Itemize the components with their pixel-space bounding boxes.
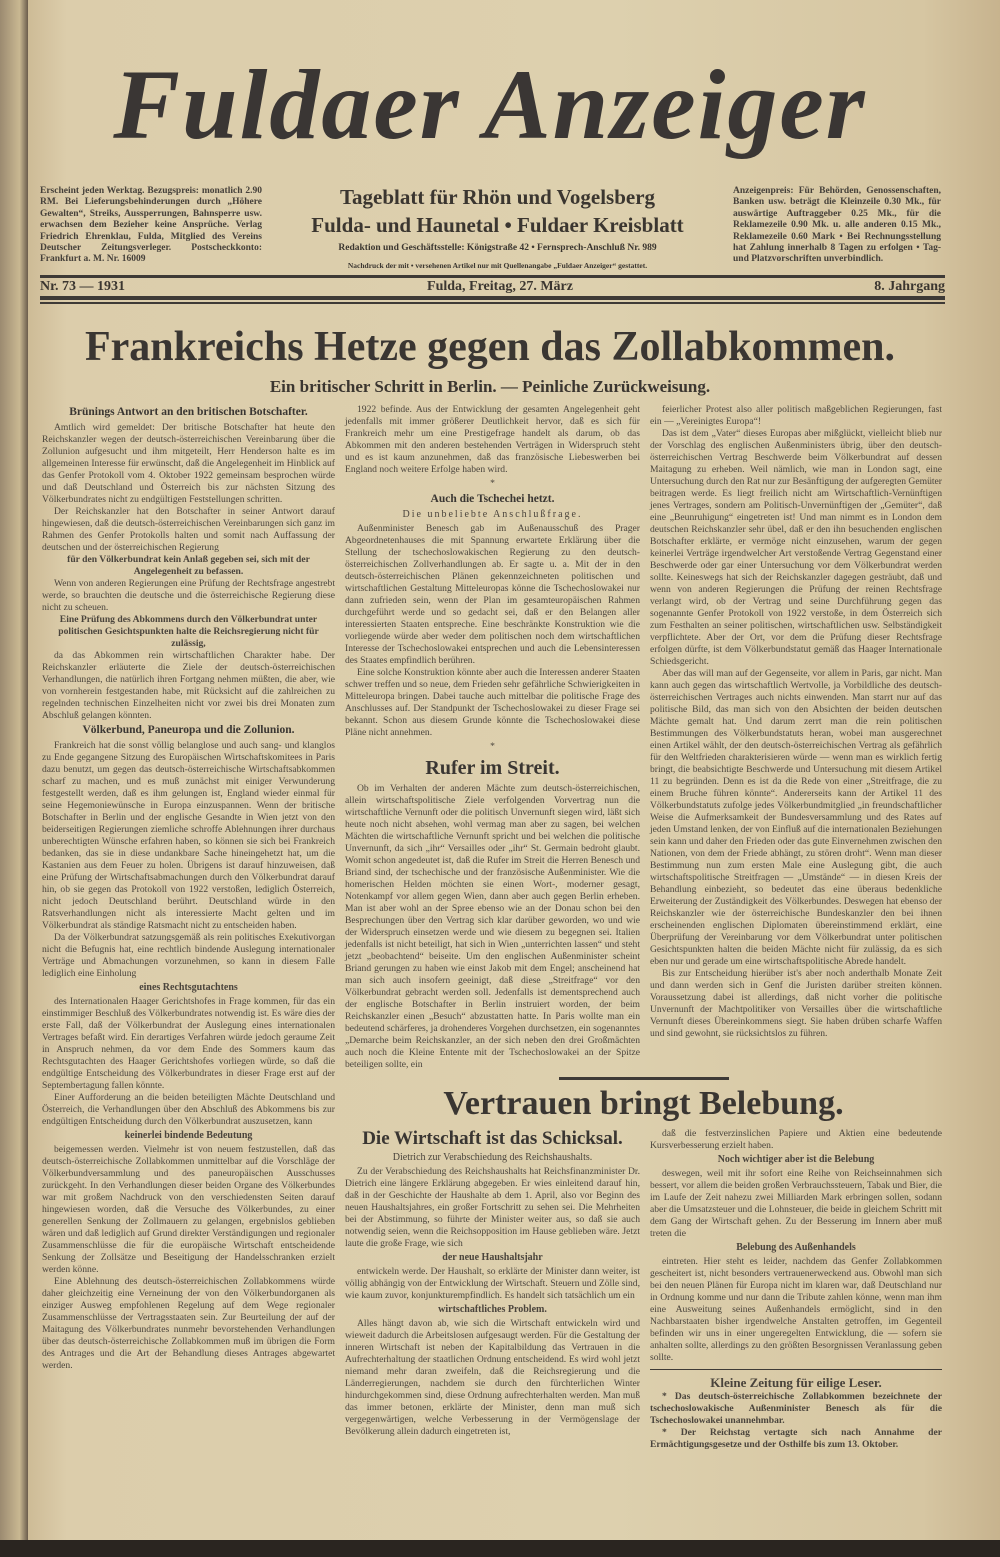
news-item: * Der Reichstag vertagte sich nach Annahme der Ermächtigungsgesetze und der Osthilfe bis zum 13. Oktober.: [650, 1427, 942, 1450]
separator-star: *: [490, 478, 495, 489]
column-3: [650, 404, 942, 1040]
subheading: Die unbeliebte Anschlußfrage.: [402, 509, 583, 520]
paragraph: des Internationalen Haager Gerichtshofes in Frage kommen, für das ein einstimmiger Beschluß des Völkerbundrates notwendig ist. Es wäre dies der erste Fall, daß der Völkerbundrat der Auslegung eines internationalen Vertrages befaßt wird. Ein derartiges Verfahren würde jedoch geraume Zeit in Anspruch nehmen, da vor dem Ende des Sommers kaum das Rechtsgutachten des Haager Gerichtshofes vorliegen würde, so daß die endgültige Entscheidung des Völkerbundrates in dieser Frage erst auf der Septembertagung fallen könnte.: [42, 996, 335, 1091]
paragraph: feierlicher Protest also aller politisch maßgeblichen Regierungen, fast ein — „Vereinigtes Europa“!: [650, 404, 942, 427]
paragraph: Wenn von anderen Regierungen eine Prüfung der Rechtsfrage angestrebt werde, so brauchten die deutsche und die österreichische Regierung diese nicht zu scheuen.: [42, 578, 335, 613]
subheading: Belebung des Außenhandels: [736, 1242, 856, 1253]
article-heading: Die Wirtschaft ist das Schicksal.: [362, 1128, 623, 1149]
subheading: Dietrich zur Verabschiedung des Reichshaushalts.: [392, 1152, 593, 1163]
masthead-title: Fuldaer Anzeiger: [113, 49, 867, 160]
paragraph: Der Reichskanzler hat den Botschafter in seiner Antwort darauf hingewiesen, daß die deutsch-österreichischen Vereinbarungen sich ganz im Rahmen des Genfer Protokolls halten und somit nach Auffassung der deutschen und der österreichischen Regierung: [42, 506, 335, 553]
kleine-zeitung-box: [650, 1375, 942, 1451]
paragraph: deswegen, weil mit ihr sofort eine Reihe von Reichseinnahmen sich bessert, vor allem die beiden großen Verbrauchssteuern, Tabak und Bier, die im Laufe der Zeit nahezu zwei Milliarden Mark erbringen sollen, sodann aber die Umsatzsteuer und die Lohnsteuer, die beide in gleichem Schritt mit dem Gang der Wirtschaft gehen. Zu der Besserung im Innern aber muß treten die: [650, 1168, 942, 1239]
previous-page-edge: [0, 0, 28, 1557]
column-1: [42, 404, 335, 1372]
paragraph: Außenminister Benesch gab im Außenausschuß des Prager Abgeordnetenhauses die mit Spannung erwartete Erklärung über die Stellung der tschechoslowakischen Regierung zu den deutsch-österreichischen Zollverhandlungen ab. Er sagte u. a. Mit der in den deutsch-österreichischen Plänen gekennzeichneten politischen und wirtschaftlichen Gestaltung Mitteleuropas könne die Tschechoslowakei nur dann zufrieden sein, wenn der Plan im gesamteuropäischen Rahmen durchgeführt werde und so gedacht sei, daß er den Belangen aller interessierten Staaten entspreche. Eine beschränkte Konstruktion wie die vorliegende würde aber weder dem politischen noch dem wirtschaftlichen Interesse der Tschechoslowakei entsprechen und auch die Lebensinteressen des Staates empfindlich berühren.: [345, 523, 640, 666]
subscription-info: Erscheint jeden Werktag. Bezugspreis: monatlich 2.90 RM. Bei Lieferungsbehinderungen durch „Höhere Gewalten“, Streiks, Aussperrungen, Bahnsperre usw. erwachsen dem Bezieher keine Ansprüche. Verlag Friedrich Ehrenklau, Fulda, Mitglied des Vereins Deutscher Zeitungsverleger. Postscheckkonto: Frankfurt a. M. Nr. 16009: [40, 186, 262, 265]
column-5-stack: [650, 1128, 942, 1451]
paragraph: Alles hängt davon ab, wie sich die Wirtschaft entwickeln wird und wieweit dadurch die Arbeitslosen aufgesaugt werden. Für die Gestaltung der inneren Wirtschaft ist neben der Kapitalbildung das Vertrauen in die Aufrechterhaltung der staatlichen Ordnung entscheidend. Es wird wohl jetzt niemand mehr daran zweifeln, daß die Reichsregierung und die Länderregierungen, nachdem sie durch den fürchterlichen Winter hindurchgekommen sind, diese Ordnung aufrechterhalten werden. Man muß das immer betonen, erklärte der Minister, denn man muß sich vergegenwärtigen, welche Verbesserung in der Vermögenslage der Bevölkerung allein dadurch eingetreten ist,: [345, 1318, 640, 1437]
paragraph: Eine Ablehnung des deutsch-österreichischen Zollabkommens würde daher gleichzeitig eine Verneinung der von den Völkerbundorganen als einziger Ausweg empfohlenen Regelung auf dem Wege regionaler Zusammenschlüsse der Vertragsstaaten sein. Zur Beurteilung der auf der Maitagung des Völkerbundrates nunmehr bevorstehenden Verhandlungen über das deutsch-österreichische Zollabkommen muß im übrigen die Form des Antrages und die Art der Behandlung dieses Antrages abgewartet werden.: [42, 1276, 335, 1371]
second-columns: [345, 1128, 942, 1451]
paragraph: entwickeln werde. Der Haushalt, so erklärte der Minister dann weiter, ist völlig abhängig von der Entwicklung der Wirtschaft. Steuern und Zölle sind, wie kaum zuvor, konjunkturempfindlich. Es handelt sich tatsächlich um ein: [345, 1266, 640, 1301]
reprint-note: Nachdruck der mit • versehenen Artikel nur mit Quellenangabe „Fuldaer Anzeiger“ gestattet.: [347, 261, 648, 270]
paragraph: daß die festverzinslichen Papiere und Aktien eine bedeutende Kursverbesserung erzielt haben.: [650, 1128, 942, 1151]
section-headline: Vertrauen bringt Belebung.: [443, 1085, 844, 1122]
divider: [40, 275, 945, 278]
bold-paragraph: für den Völkerbundrat kein Anlaß gegeben sei, sich mit der Angelegenheit zu befassen.: [67, 554, 310, 577]
paragraph: da das Abkommen rein wirtschaftlichen Charakter habe. Der Reichskanzler erläuterte die Ziele der deutsch-österreichischen Verhandlungen, die natürlich ihren Fortgang nehmen müßten, die aber, wie von vornherein festgestanden habe, mit Rücksicht auf die zahlreichen zu regelnden technischen Einzelheiten nicht vor zwei bis drei Monaten zum Abschluß gelangen könnten.: [42, 650, 335, 721]
paragraph: Ob im Verhalten der anderen Mächte zum deutsch-österreichischen, allein wirtschaftspolitische Ziele verfolgenden Vorvertrag nun die wirtschaftliche Vernunft oder die politisch Unvernunft siegen wird, läßt sich heute noch nicht absehen, wohl vermag man aber zu sagen, bei welchen Mächten die wirtschaftliche Vernunft spricht und bei welchen die politische Unvernunft, da sich „ihr“ Versailles oder „ihr“ St. Germain bedroht glaubt. Womit schon angedeutet ist, daß die Rufer im Streit die Herren Benesch und Briand sind, der tschechische und der französische Außenminister. Wie die homerischen Helden möchten sie einen Wort-, moderner gesagt, Notenkampf vor allem gegen Wien, dann aber auch gegen Berlin erheben. Man ist aber wohl an der Spree ebenso wie an der Donau schon bei den Besprechungen über den Vertrag sich klar darüber geworden, wo und wie der Widerspruch einsetzen werde und wie diesem zu begegnen sei. Italien jedenfalls ist nicht beteiligt, hat sich in Wien „unterrichten lassen“ und steht jetzt „beobachtend“ beiseite. Um den englischen Außenminister scheint Briand gerungen zu haben wie einst Jakob mit dem Engel; anscheinend hat man sich auch insofern geeinigt, daß diese „Streitfrage“ vor den Völkerbundrat gebracht werden soll. Jedenfalls ist dementsprechend auch der englische Botschafter in Berlin instruiert worden, der beim Reichskanzler einen „Besuch“ abzustatten hatte. In Paris wollte man ein bedeutend schärferes, ja drohenderes Vorgehen durchsetzen, ein sogenanntes „Demarche beim Reichskanzler, an der sich neben den drei Großmächten auch noch die Kleine Entente mit der Tschechoslowakei an der Spitze beteiligen sollte, ein: [345, 783, 640, 1070]
paragraph: Frankreich hat die sonst völlig belanglose und auch sang- und klanglos zu Ende gegangene Sitzung des Europäischen Wirtschaftskomitees in Paris dazu benutzt, um gegen das deutsch-österreichische Wirtschaftsabkommen scharf zu machen, und es muß zunächst mit einiger Verwunderung festgestellt werden, daß es ihm gelungen ist, England wieder einmal für seine Hegemoniewünsche in Europa einzuspannen. Wenn der britische Botschafter in Berlin und der englische Gesandte in Wien jetzt von den beiderseitigen Regierungen ziemliche schroffe Ablehnungen ihrer durchaus unberechtigten Wünsche erfahren haben, so können sie sich bei Frankreich bedanken, das sie in diese undankbare Sache hineingehetzt hat, um die Kastanien aus dem Feuer zu holen. Übrigens ist darauf hinzuweisen, daß eine Prüfung der Wirtschaftsabmachungen durch den Völkerbundrat darauf hin, ob sie gegen das Protokoll von 1922 verstoßen, lediglich Österreich, nicht jedoch Deutschland berührt. Deutschland würde in den Ratsverhandlungen nicht als interessierte Macht gelten und im Völkerbundrat als ständige Ratsmacht nicht zu entscheiden haben.: [42, 740, 335, 931]
right-area: [345, 404, 942, 1451]
divider: [650, 1369, 942, 1370]
paragraph: Eine solche Konstruktion könnte aber auch die Interessen anderer Staaten schwer treffen und so neue, dem Frieden sehr gefährliche Schwierigkeiten in Mitteleuropa bringen. Dabei tauche auch mittelbar die politische Frage des Anschlusses auf. Der Standpunkt der Tschechoslowakei zu dieser Frage sei bekannt. Schon aus diesem Grunde könnte die Tschechoslowakei diese Pläne nicht annehmen.: [345, 667, 640, 738]
subheading: Noch wichtiger aber ist die Belebung: [717, 1154, 875, 1165]
article-heading: Völkerbund, Paneuropa und die Zollunion.: [82, 724, 295, 736]
article-area: [42, 404, 942, 1451]
subheading: wirtschaftliches Problem.: [438, 1304, 547, 1315]
article-heading: Rufer im Streit.: [425, 757, 560, 779]
divider: [40, 302, 945, 304]
scan-bottom-edge: [0, 1540, 1000, 1557]
subheading: eines Rechtsgutachtens: [139, 982, 238, 993]
divider: [40, 296, 945, 300]
column-4: [345, 1128, 640, 1438]
subheading: der neue Haushaltsjahr: [442, 1252, 543, 1263]
masthead-address: Redaktion und Geschäftsstelle: Königstraße 42 • Fernsprech-Anschluß Nr. 989: [338, 243, 657, 253]
paragraph: eintreten. Hier steht es leider, nachdem das Genfer Zollabkommen gescheitert ist, nicht besonders vertrauenerweckend aus. Obwohl man sich bei den neuen Plänen für Europa nicht im klaren war, daß Deutschland nur in Ordnung komme und nur dann die Tribute zahlen könne, wenn man ihm eine Ausweitung seines Außenhandels ermöglicht, sind in den Nachbarstaaten bisher irgendwelche Anstalten getroffen, im Gegenteil befinden wir uns in einer ungeregelten Entwicklung, die — sofern sie anhalten sollte, allerdings zu den größten Besorgnissen Veranlassung geben sollte.: [650, 1256, 942, 1363]
lead-headline: Frankreichs Hetze gegen das Zollabkommen.: [84, 324, 896, 370]
advertising-rates: Anzeigenpreis: Für Behörden, Genossenschaften, Banken usw. beträgt die Kleinzeile 0.30 Mk., für auswärtige Auftraggeber 0.25 Mk., für die Reklamezeile 0.90 Mk. u. alle anderen 0.15 Mk., Reklamezeile 0.60 Mark • Bei Rechnungsstellung hat Zahlung innerhalb 8 Tagen zu erfolgen • Tag- und Platzvorschriften unverbindlich.: [733, 186, 941, 265]
subheading: keinerlei bindende Bedeutung: [124, 1130, 253, 1141]
paragraph: Einer Aufforderung an die beiden beteiligten Mächte Deutschland und Österreich, die Verhandlungen über den Abschluß des Abkommens bis zur endgültigen Entscheidung durch den Völkerbundrat auszusetzen, kann: [42, 1092, 335, 1127]
paragraph: Aber das will man auf der Gegenseite, vor allem in Paris, gar nicht. Man kann auch gegen das wirtschaftlich Wertvolle, ja Vorbildliche des deutsch-österreichischen Vertrages auch nichts einwenden. Man starrt nur auf das politische Bild, das man sich von den Absichten der beiden deutschen Mächte gemalt hat. Und darum zerrt man die rein politischen Bestimmungen des Völkerbundstatuts heran, wobei man ausgerechnet einen Artikel wählt, der den deutsch-österreichischen Vertrag als gefährlich für den Weltfrieden charakterisieren würde — wenn man es wirklich fertig bringt, die beabsichtigte Beschwerde und Untersuchung mit diesem Artikel 11 zu begründen. Denn es ist da die Rede von einer „Streitfrage, die zu einem Bruche führen könnte“. Andererseits kann der Artikel 11 des Völkerbundstatuts zufolge jedes Völkerbundmitglied „in freundschaftlicher Weise die Aufmerksamkeit der Bundesversammlung und des Rates auf jeden Umstand lenken, der von Einfluß auf die internationalen Beziehungen sein kann und daher den Frieden oder das gute Einvernehmen zwischen den Nationen, von dem der Friede abhängt, zu stören droht“. Wenn man dieser Bestimmung nun zum ersten Male eine Auslegung gibt, die auch wirtschaftspolitische Streitfragen — „Umstände“ — in diesen Kreis der Behandlung einbezieht, so bedeutet das eine überaus bedenkliche Erweiterung der Zuständigkeit des Völkerbundes. Deswegen hat ebenso der Reichskanzler wie der österreichische Bundeskanzler den bei ihnen erscheinenden englischen Diplomaten übereinstimmend erklärt, eine Überprüfung der Vereinbarung vor dem Völkerbundrat unter politischen Gesichtspunkten halten die beiden Mächte nicht für zulässig, da es sich eben nur und gerade um eine wirtschaftspolitische Abrede handelt.: [650, 668, 942, 967]
kleine-zeitung-title: Kleine Zeitung für eilige Leser.: [710, 1375, 882, 1390]
bold-paragraph: Eine Prüfung des Abkommens durch den Völkerbundrat unter politischen Gesichtspunkten halte die Reichsregierung nicht für zulässig,: [58, 614, 319, 649]
issue-number: Nr. 73 — 1931: [40, 279, 126, 294]
separator-star: *: [490, 741, 495, 752]
paragraph: Amtlich wird gemeldet: Der britische Botschafter hat heute den Reichskanzler wegen der deutsch-österreichischen Vereinbarung über die Zollunion aufgesucht und ihm mitgeteilt, Herr Henderson halte es im allgemeinen Interesse für erwünscht, daß die Angelegenheit im Hinblick auf das Genfer Protokoll vom 4. Oktober 1922 gemeinsam besprochen würde und daß Deutschland und Österreich bis zur nächsten Sitzung des Völkerbundrates nicht zu endgültigen Feststellungen schritten.: [42, 422, 335, 505]
column-2: [345, 404, 640, 1071]
paragraph: beigemessen werden. Vielmehr ist von neuem festzustellen, daß das deutsch-österreichische Zollabkommen unmittelbar auf die Vorschläge der Völkerbundversammlung und des paneuropäischen Ausschusses zurückgeht. In den Verhandlungen dieser beiden Organe des Völkerbundes war mit großem Nachdruck von den verschiedensten Seiten darauf hingewiesen worden, daß die Versuche des Völkerbundes, zu einer generellen Senkung der Zollmauern zu gelangen, ergebnislos geblieben wären und daß lediglich auf Grund direkter Verständigungen und regionaler Zusammenschlüsse die für die europäische Wirtschaft entscheidende Senkung der Zollsätze und Beseitigung der Handelsschranken erzielt werden könne.: [42, 1144, 335, 1275]
section-divider: [559, 1077, 729, 1080]
paragraph: Da der Völkerbundrat satzungsgemäß als rein politisches Exekutivorgan nicht die Befugnis hat, eine rechtlich bindende Auslegung internationaler Verträge und Abmachungen vorzunehmen, so kann in diesem Falle lediglich eine Einholung: [42, 932, 335, 979]
article-heading: Auch die Tschechei hetzt.: [430, 493, 555, 505]
masthead-subtitle-1: Tageblatt für Rhön und Vogelsberg: [339, 185, 656, 209]
lead-columns: [345, 404, 942, 1071]
column-5: [650, 1128, 942, 1364]
volume: 8. Jahrgang: [874, 279, 945, 294]
paragraph: Zu der Verabschiedung des Reichshaushalts hat Reichsfinanzminister Dr. Dietrich eine längere Erklärung abgegeben. Er wies einleitend darauf hin, daß in der Geschichte der Haushalte ab dem 1. April, also vor Beginn des neuen Haushaltsjahres, ein großer Fortschritt zu sehen sei. Die Mehrheiten bei der Abstimmung, so führte der Minister weiter aus, so daß sie auch notwendig seien, wenn die Reichsopposition im Hause geblieben wäre. Jetzt laute die große Frage, wie sich: [345, 1166, 640, 1249]
paragraph: 1922 befinde. Aus der Entwicklung der gesamten Angelegenheit geht jedenfalls mit immer größerer Deutlichkeit hervor, daß es sich für Frankreich mehr um eine Prestigefrage handelt als darum, ob das Abkommen mit den anderen bestehenden Verträgen in Widerspruch steht und es ist kaum anzunehmen, daß das französische Liebeswerben bei England noch weitere Erfolge haben wird.: [345, 404, 640, 475]
paragraph: Das ist dem „Vater“ dieses Europas aber mißglückt, vielleicht blieb nur der Vorschlag des englischen Außenministers übrig, über den deutsch-österreichischen Vertrag Beschwerde beim Völkerbundrat auf dessen Maitagung zu erheben. Weil nämlich, wie man in London sagt, eine Untersuchung durch den Rat nur zur Besänftigung der aufgeregten Gemüter beitragen werde. Es liegt freilich nicht am Wirtschaftlich-Vernünftigen jenes Vertrages, sondern am Politisch-Unvernünftigen der „Gemüter“, daß eine „Beunruhigung“ eingetreten ist! Und man nimmt es in London dem deutschen Reichskanzler sehr übel, daß er den ihn besuchenden englischen Botschafter erklärte, er vermöge nicht einzusehen, warum der gegen keinerlei Verträge irgendwelcher Art verstoßende Vertrag Gegenstand einer Beschwerde oder gar einer Untersuchung vor dem Völkerbundrat werden sollte. Keineswegs hat sich der Reichskanzler dagegen gesträubt, daß und wenn von anderen Regierungen die Prüfung der reinen Rechtsfrage verlangt wird, ob der Vertrag und seine Durchführung gegen das sogenannte Genfer Protokoll von 1922 verstoße, in dem Österreich sich zum Festhalten an seiner politischen, wirtschaftlichen usw. Selbständigkeit verpflichtete. Aber der Ort, vor dem die Prüfung dieser Rechtsfrage erfolgen dürfte, ist dem Völkerbundstatut gemäß das Haager Internationale Schiedsgericht.: [650, 428, 942, 667]
issue-date: Fulda, Freitag, 27. März: [427, 279, 573, 294]
paragraph: Bis zur Entscheidung hierüber ist's aber noch anderthalb Monate Zeit und dann werden sich in Genf die Juristen darüber streiten können. Voraussetzung dabei ist allerdings, daß nicht vorher die politische Unvernunft der Machtpolitiker von Versailles über die wirtschaftliche Vernunft dieses Übereinkommens siegt. Sie haben drüben scharfe Waffen und sind gewohnt, sie rücksichtslos zu führen.: [650, 968, 942, 1039]
masthead-subtitle-2: Fulda- und Haunetal • Fuldaer Kreisblatt: [311, 213, 684, 237]
news-item: * Das deutsch-österreichische Zollabkommen bezeichnete der tschechoslowakische Außenminister Benesch als für die Tschechoslowakei unannehmbar.: [650, 1391, 942, 1426]
article-heading: Brünings Antwort an den britischen Botschafter.: [69, 406, 308, 418]
lead-subheadline: Ein britischer Schritt in Berlin. — Peinliche Zurückweisung.: [269, 377, 711, 396]
